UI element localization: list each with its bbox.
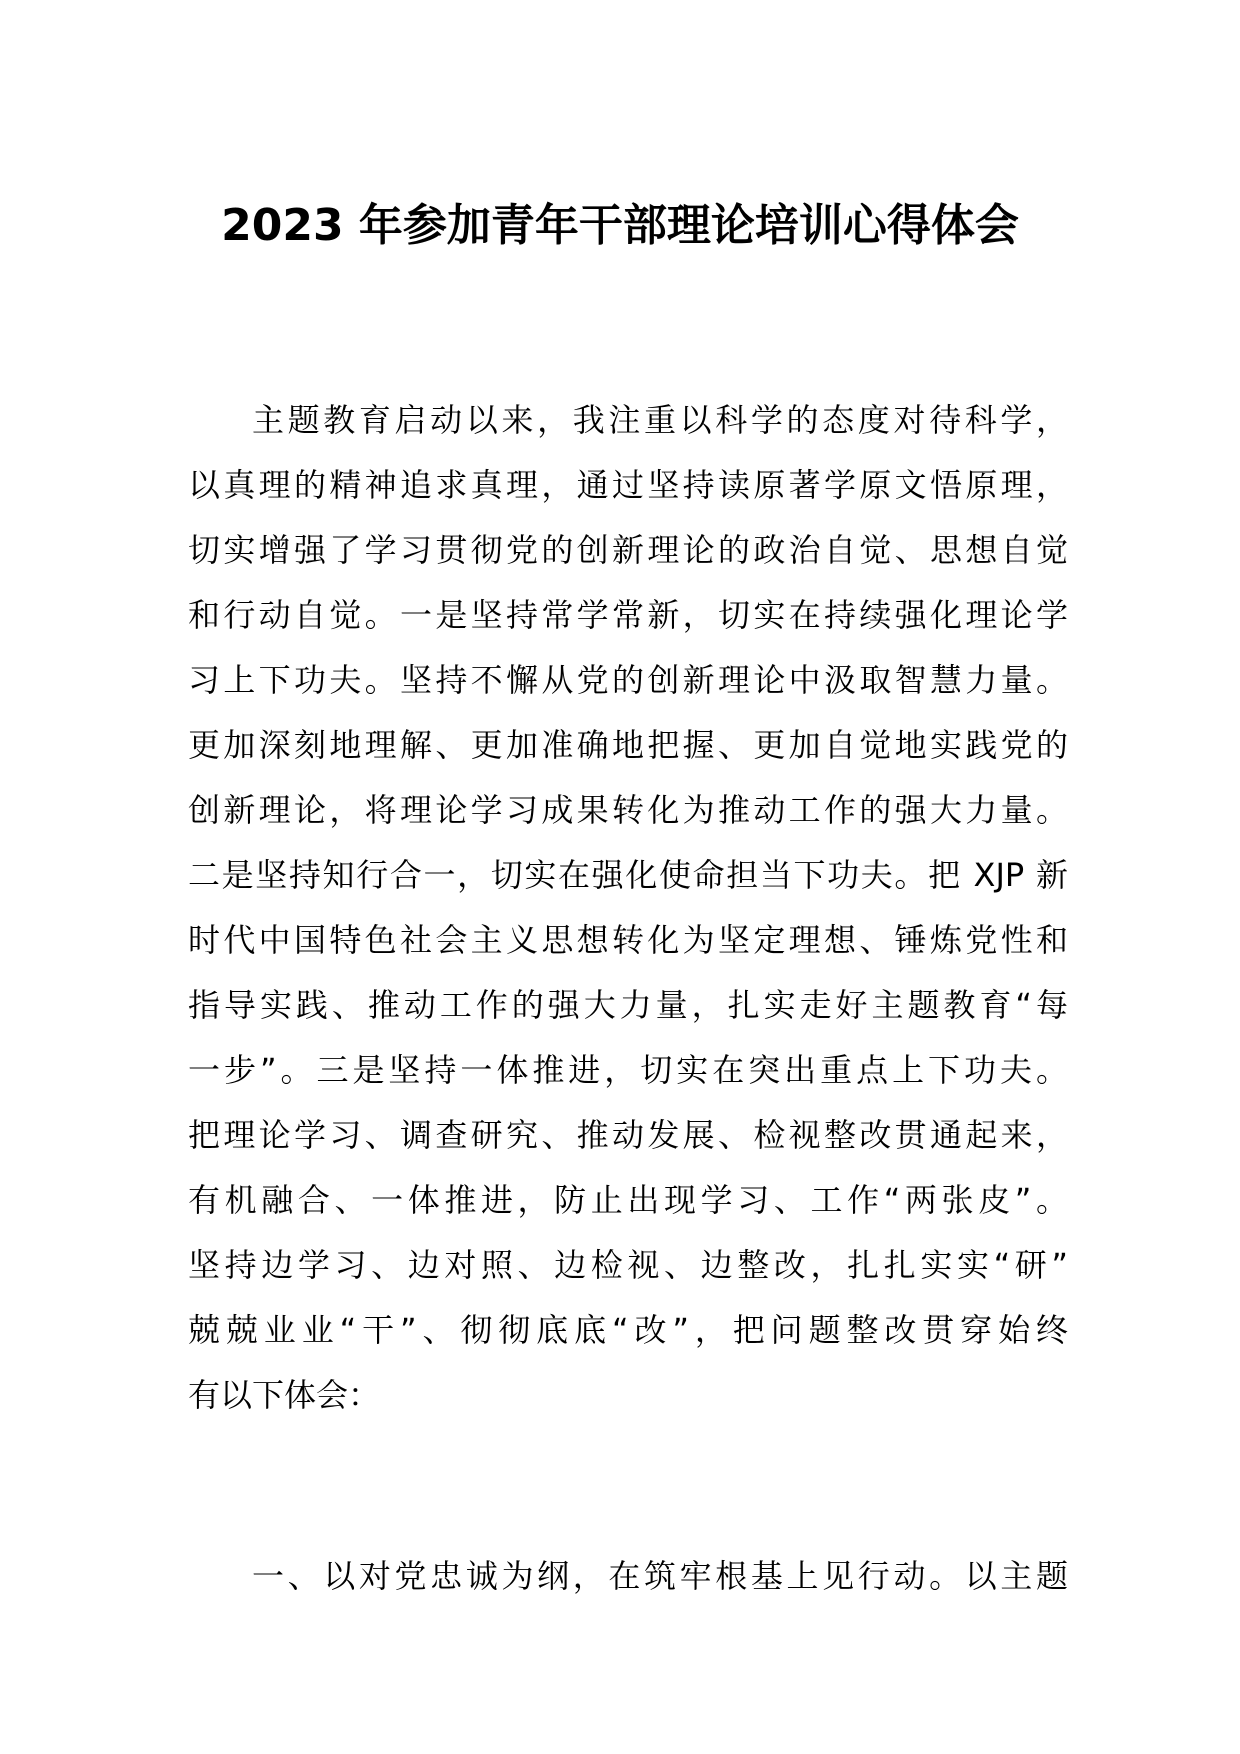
text-line: 以真理的精神追求真理，通过坚持读原著学原文悟原理， [188, 466, 1068, 504]
text-line: 一、以对党忠诚为纲，在筑牢根基上见行动。以主题 [252, 1557, 1068, 1595]
text-line: 指导实践、推动工作的强大力量，扎实走好主题教育“每 [188, 986, 1068, 1024]
text-line: 主题教育启动以来，我注重以科学的态度对待科学， [252, 401, 1068, 439]
text-line: 把理论学习、调查研究、推动发展、检视整改贯通起来， [188, 1116, 1068, 1154]
text-line: 切实增强了学习贯彻党的创新理论的政治自觉、思想自觉 [188, 531, 1068, 569]
text-line: 有机融合、一体推进，防止出现学习、工作“两张皮”。 [188, 1181, 1068, 1219]
text-line: 有以下体会： [188, 1376, 381, 1414]
text-line: 二是坚持知行合一，切实在强化使命担当下功夫。把 XJP 新 [188, 856, 1068, 894]
paragraph-gap [188, 1428, 1068, 1544]
text-line: 坚持边学习、边对照、边检视、边整改，扎扎实实“研” [188, 1246, 1068, 1284]
text-line: 和行动自觉。一是坚持常学常新，切实在持续强化理论学 [188, 596, 1068, 634]
text-line: 习上下功夫。坚持不懈从党的创新理论中汲取智慧力量。 [188, 661, 1068, 699]
text-line: 兢兢业业“干”、彻彻底底“改”，把问题整改贯穿始终 [188, 1311, 1068, 1349]
document-body [188, 388, 1068, 1609]
text-line: 一步”。三是坚持一体推进，切实在突出重点上下功夫。 [188, 1051, 1068, 1089]
text-line: 更加深刻地理解、更加准确地把握、更加自觉地实践党的 [188, 726, 1068, 764]
text-line: 时代中国特色社会主义思想转化为坚定理想、锤炼党性和 [188, 921, 1068, 959]
document-title: 2023 年参加青年干部理论培训心得体会 [221, 200, 1019, 251]
text-line: 创新理论，将理论学习成果转化为推动工作的强大力量。 [188, 791, 1068, 829]
